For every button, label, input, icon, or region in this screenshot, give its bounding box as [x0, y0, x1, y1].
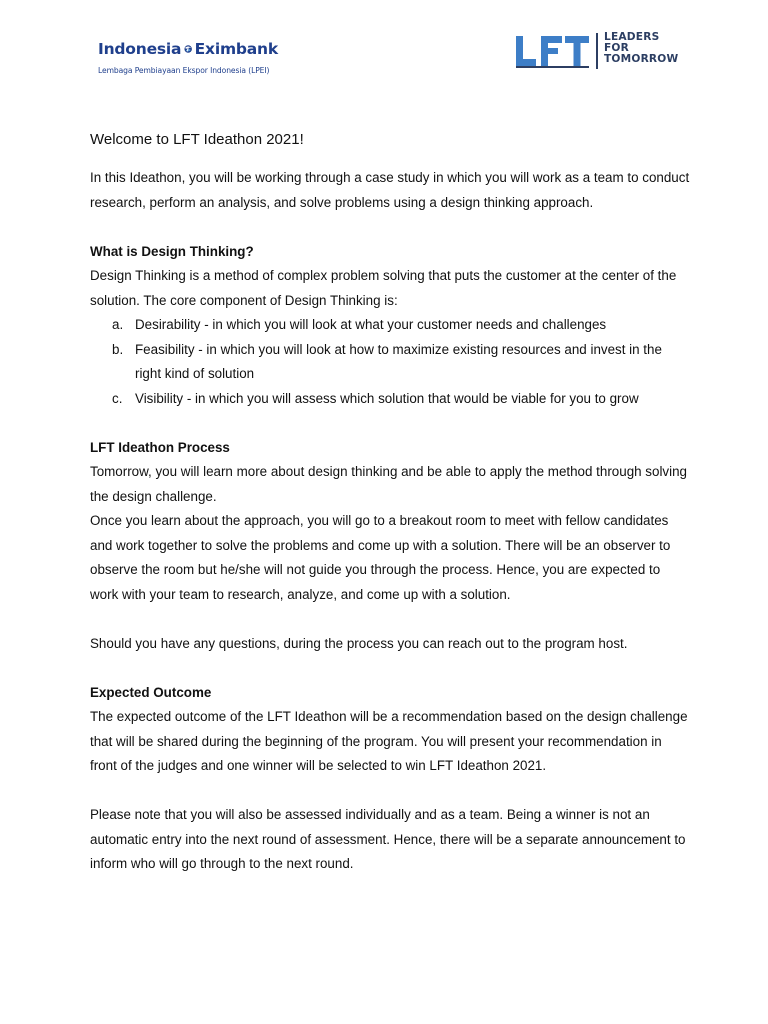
outcome-paragraph-1: The expected outcome of the LFT Ideathon will be a recommendation based on the design challenge that will be shared during the beginning of the program. You will present your recommendation in front of the judges and one winner will be selected to win LFT Ideathon 2021. [90, 709, 688, 773]
process-paragraph-1: Tomorrow, you will learn more about design thinking and be able to apply the method through solving the design challenge. [90, 464, 687, 504]
list-item-text: Visibility - in which you will assess which solution that would be viable for you to grow [135, 390, 639, 406]
process-paragraph-2: Once you learn about the approach, you will go to a breakout room to meet with fellow candidates and work together to solve the problems and come up with a solution. There will be an observer to observe the room but he/she will not guide you through the process. Hence, you are expected to work with your team to research, analyze, and come up with a solution. [90, 513, 671, 602]
spacer [90, 656, 690, 681]
spacer [90, 607, 690, 632]
process-heading: LFT Ideathon Process [90, 439, 230, 455]
logo-tagline: Lembaga Pembiayaan Ekspor Indonesia (LPEI) [98, 66, 270, 75]
design-thinking-heading: What is Design Thinking? [90, 243, 254, 259]
process-paragraph-3: Should you have any questions, during the process you can reach out to the program host. [90, 635, 628, 651]
lft-logo [514, 32, 684, 72]
list-marker: b. [112, 341, 124, 357]
logo-word-indonesia: Indonesia [98, 40, 182, 58]
lft-divider [596, 33, 598, 69]
lft-tagline [604, 32, 678, 66]
outcome-paragraph-2: Please note that you will also be assessed individually and as a team. Being a winner is not an automatic entry into the next round of assessment. Hence, there will be a separate announcement to inform who will go through to the next round. [90, 807, 686, 871]
intro-paragraph: In this Ideathon, you will be working through a case study in which you will work as a team to conduct research, perform an analysis, and solve problems using a design thinking approach. [90, 170, 690, 210]
list-item-text: Feasibility - in which you will look at how to maximize existing resources and invest in the right kind of solution [135, 341, 662, 381]
spacer [90, 411, 690, 436]
list-item [90, 313, 690, 338]
list-item [90, 338, 690, 387]
logo-word-eximbank: Eximbank [194, 40, 278, 58]
document-body [90, 128, 690, 877]
spacer [90, 215, 690, 240]
lft-tagline-line3: TOMORROW [604, 53, 679, 66]
list-item-text: Desirability - in which you will look at what your customer needs and challenges [135, 317, 607, 332]
lft-mark-icon [514, 32, 592, 70]
list-marker: c. [112, 390, 123, 406]
outcome-heading: Expected Outcome [90, 684, 212, 700]
lft-tagline-line1: LEADERS [604, 31, 660, 43]
spacer [90, 779, 690, 804]
design-thinking-list [90, 313, 690, 411]
design-thinking-paragraph: Design Thinking is a method of complex problem solving that puts the customer at the center of the solution. The core component of Design Thinking is: [90, 268, 677, 308]
indonesia-eximbank-logo [98, 32, 278, 78]
document-title: Welcome to LFT Ideathon 2021! [90, 131, 304, 148]
eximbank-brand-row [98, 32, 278, 66]
list-item [90, 387, 690, 412]
lft-tagline-line2: FOR [604, 42, 629, 55]
list-marker: a. [112, 317, 124, 332]
eximbank-swirl-icon [184, 35, 192, 63]
